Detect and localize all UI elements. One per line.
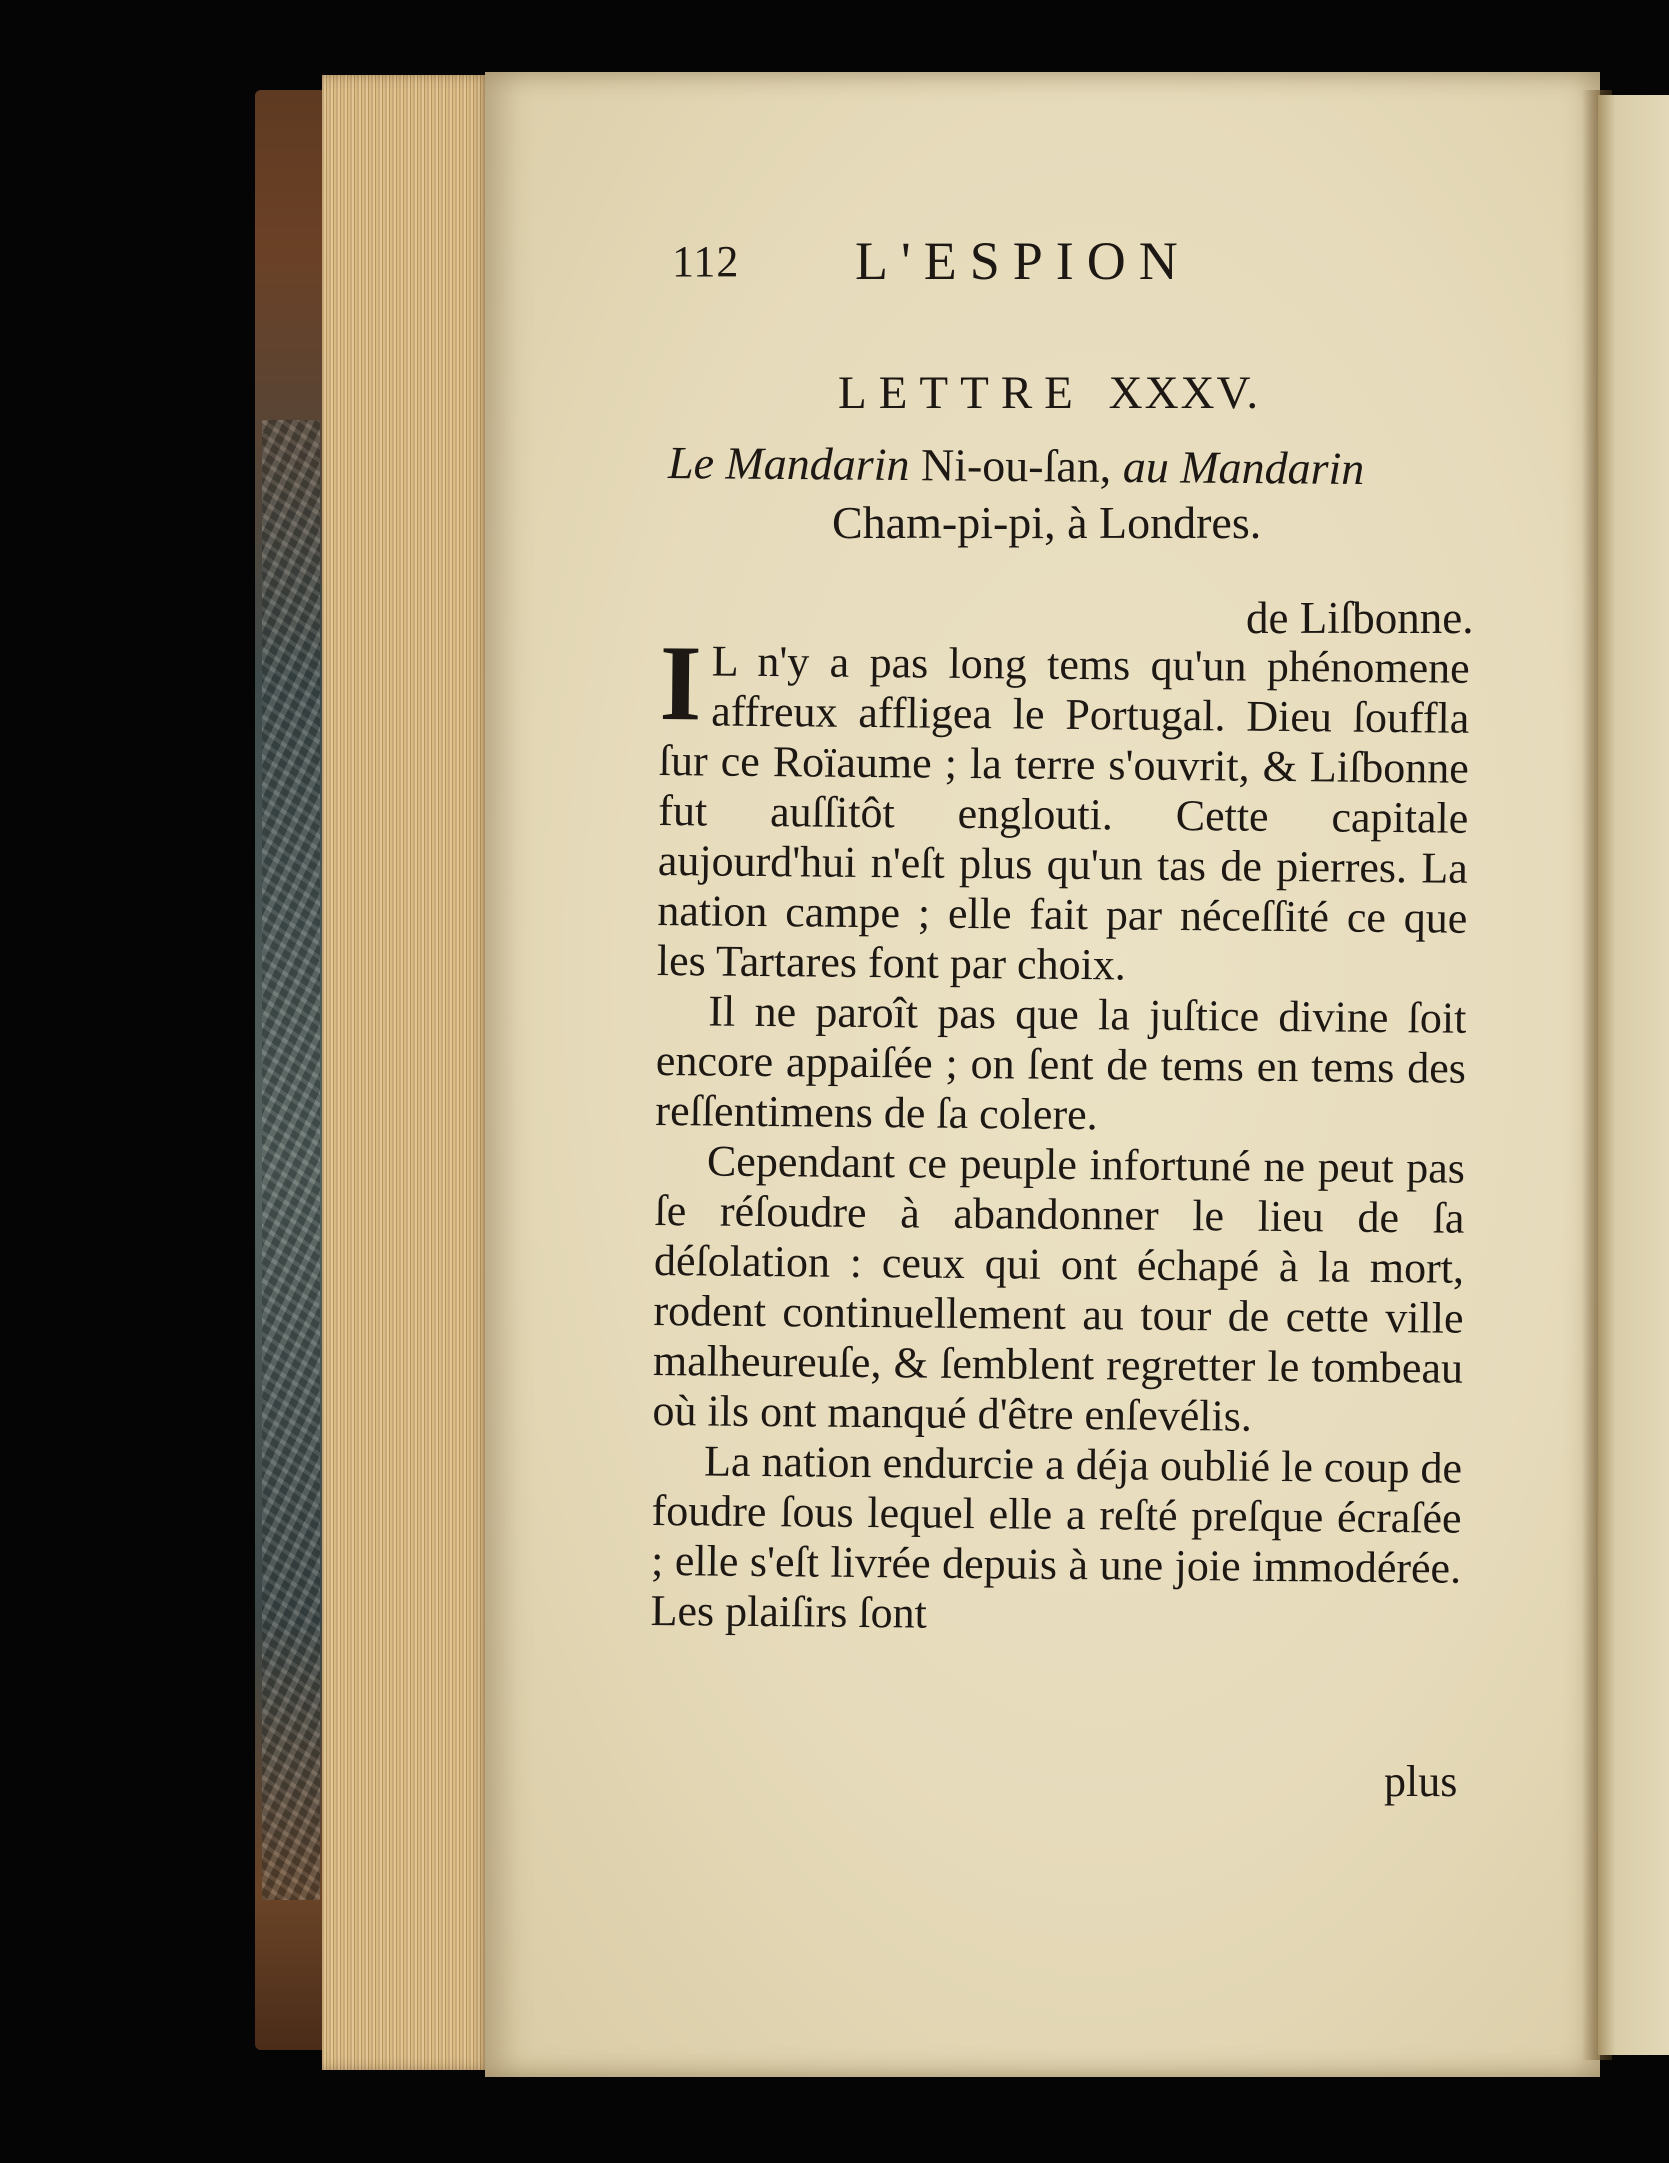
facing-page [1598,95,1669,2055]
letter-address-line-1 [668,436,1468,496]
paragraph-3: Cependant ce peuple infortuné ne peut pas ſe réſoudre à abandonner le lieu de ſa déſolation : ceux qui ont échapé à la mort, rodent continuellement au tour de cette ville malheureuſe, & ſemblent regretter le tombeau où ils ont manqué d'être enſevélis. [652,1136,1466,1441]
drop-cap: I [658,624,703,744]
catchword: plus [1384,1757,1458,1806]
address-recipient-title: au Mandarin [1122,440,1365,495]
letter-address-line-2: Cham-pi-pi, à Londres. [832,497,1262,548]
letter-heading [838,366,1260,420]
letter-place: de Liſbonne. [1246,593,1474,643]
letter-numeral: XXXV. [1108,367,1261,419]
running-head: L'ESPION [855,231,1191,291]
letter-body [650,624,1470,1644]
letter-word: LETTRE [838,367,1085,419]
marbled-cover-paper [262,420,320,1900]
page-edges [322,75,492,2070]
paragraph-4: La nation endurcie a déja oublié le coup de foudre ſous lequel elle a reſté preſque écraſée ; elle s'eſt livrée depuis à une joie immodérée. Les plaiſirs ſont [650,1436,1463,1638]
address-sender-title: Le Mandarin [667,437,910,491]
address-sender-name: Ni-ou-ſan, [920,439,1112,492]
page-number: 112 [672,237,740,286]
paragraph-1-text: L n'y a pas long tems qu'un phénomene affreux affligea le Portugal. Dieu ſouffla ſur ce Roïaume ; la terre s'ouvrit, & Liſbonne fut auſſitôt englouti. Cette capitale aujourd'hui n'eſt plus qu'un tas de pierres. La nation campe ; elle fait par néceſſité ce que les Tartares font par choix. [656,636,1470,990]
paragraph-1 [656,624,1470,994]
paragraph-2: Il ne paroît pas que la juſtice divine ſoit encore appaiſée ; on ſent de tems en tems des reſſentimens de ſa colere. [655,986,1467,1140]
